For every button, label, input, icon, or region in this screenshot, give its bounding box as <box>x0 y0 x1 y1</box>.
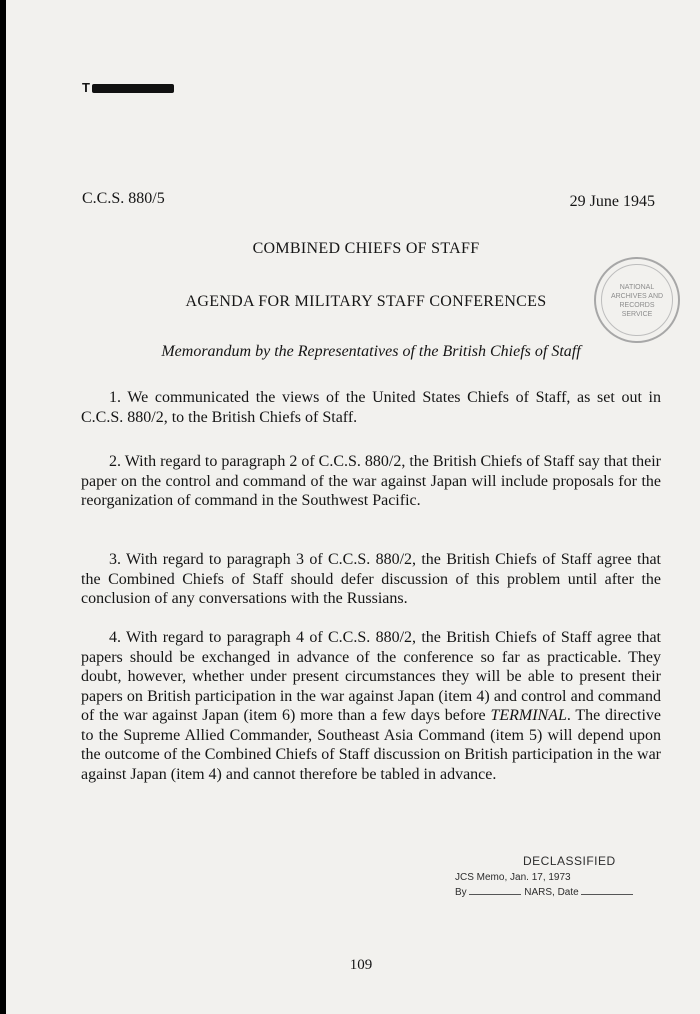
code-word-terminal: TERMINAL <box>490 707 567 724</box>
stamp-inner-ring <box>601 264 673 336</box>
paragraph-4-text: 4. With regard to paragraph 4 of C.C.S. 880/2, the British Chiefs of Staff agree that papers should be exchanged in advance of the conference so far as practicable. They doubt, however, whether under present circumstances they will be able to present their papers on British participation in the war against Japan (item 4) and control and command of the war against Japan (item 6) more than a few days before <box>81 629 661 724</box>
redaction-strike <box>92 84 174 93</box>
paragraph-4-text-end: . The directive to the Supreme Allied Commander, Southeast Asia Command (item 5) will depend upon the outcome of the Combined Chiefs of Staff discussion on British participation in the war against Japan (item 4) and cannot therefore be tabled in advance. <box>81 707 661 783</box>
handwritten-initials <box>469 886 521 895</box>
page-number: 109 <box>349 957 373 973</box>
declassification-stamp <box>441 854 681 898</box>
stamp-line: RECORDS <box>619 302 655 309</box>
stamp-line: ARCHIVES AND <box>610 293 664 300</box>
page-title: COMBINED CHIEFS OF STAFF <box>252 240 480 257</box>
stamp-line: SERVICE <box>621 311 653 318</box>
paragraph-3: 3. With regard to paragraph 3 of C.C.S. 880/2, the British Chiefs of Staff agree that the Combined Chiefs of Staff should defer discussion of this problem until after the conclusion of any conversations with the Russians. <box>81 551 661 607</box>
classification-mark <box>82 80 174 95</box>
document-number: C.C.S. 880/5 <box>82 190 165 207</box>
declassified-by-label: By <box>455 887 467 898</box>
document-date: 29 June 1945 <box>569 193 655 210</box>
declassified-date-label: NARS, Date <box>524 887 579 898</box>
declassified-label: DECLASSIFIED <box>523 854 616 868</box>
declassification-signature-line <box>455 886 681 898</box>
paragraph-4 <box>81 628 661 784</box>
memorandum-line: Memorandum by the Representatives of the British Chiefs of Staff <box>161 343 581 360</box>
handwritten-date <box>581 886 633 895</box>
paragraph-2: 2. With regard to paragraph 2 of C.C.S. 880/2, the British Chiefs of Staff say that their paper on the control and command of the war against Japan will include proposals for the reorganization of command in the Southwest Pacific. <box>81 453 662 509</box>
paragraph-1: 1. We communicated the views of the United States Chiefs of Staff, as set out in C.C.S. 880/2, to the British Chiefs of Staff. <box>81 389 661 426</box>
classification-mark-letter: T <box>82 80 91 95</box>
document-page <box>6 0 700 1014</box>
stamp-line: NATIONAL <box>619 284 655 291</box>
archives-seal-stamp <box>594 257 680 343</box>
declassification-authority: JCS Memo, Jan. 17, 1973 <box>455 872 571 883</box>
page-subtitle: AGENDA FOR MILITARY STAFF CONFERENCES <box>185 293 547 310</box>
